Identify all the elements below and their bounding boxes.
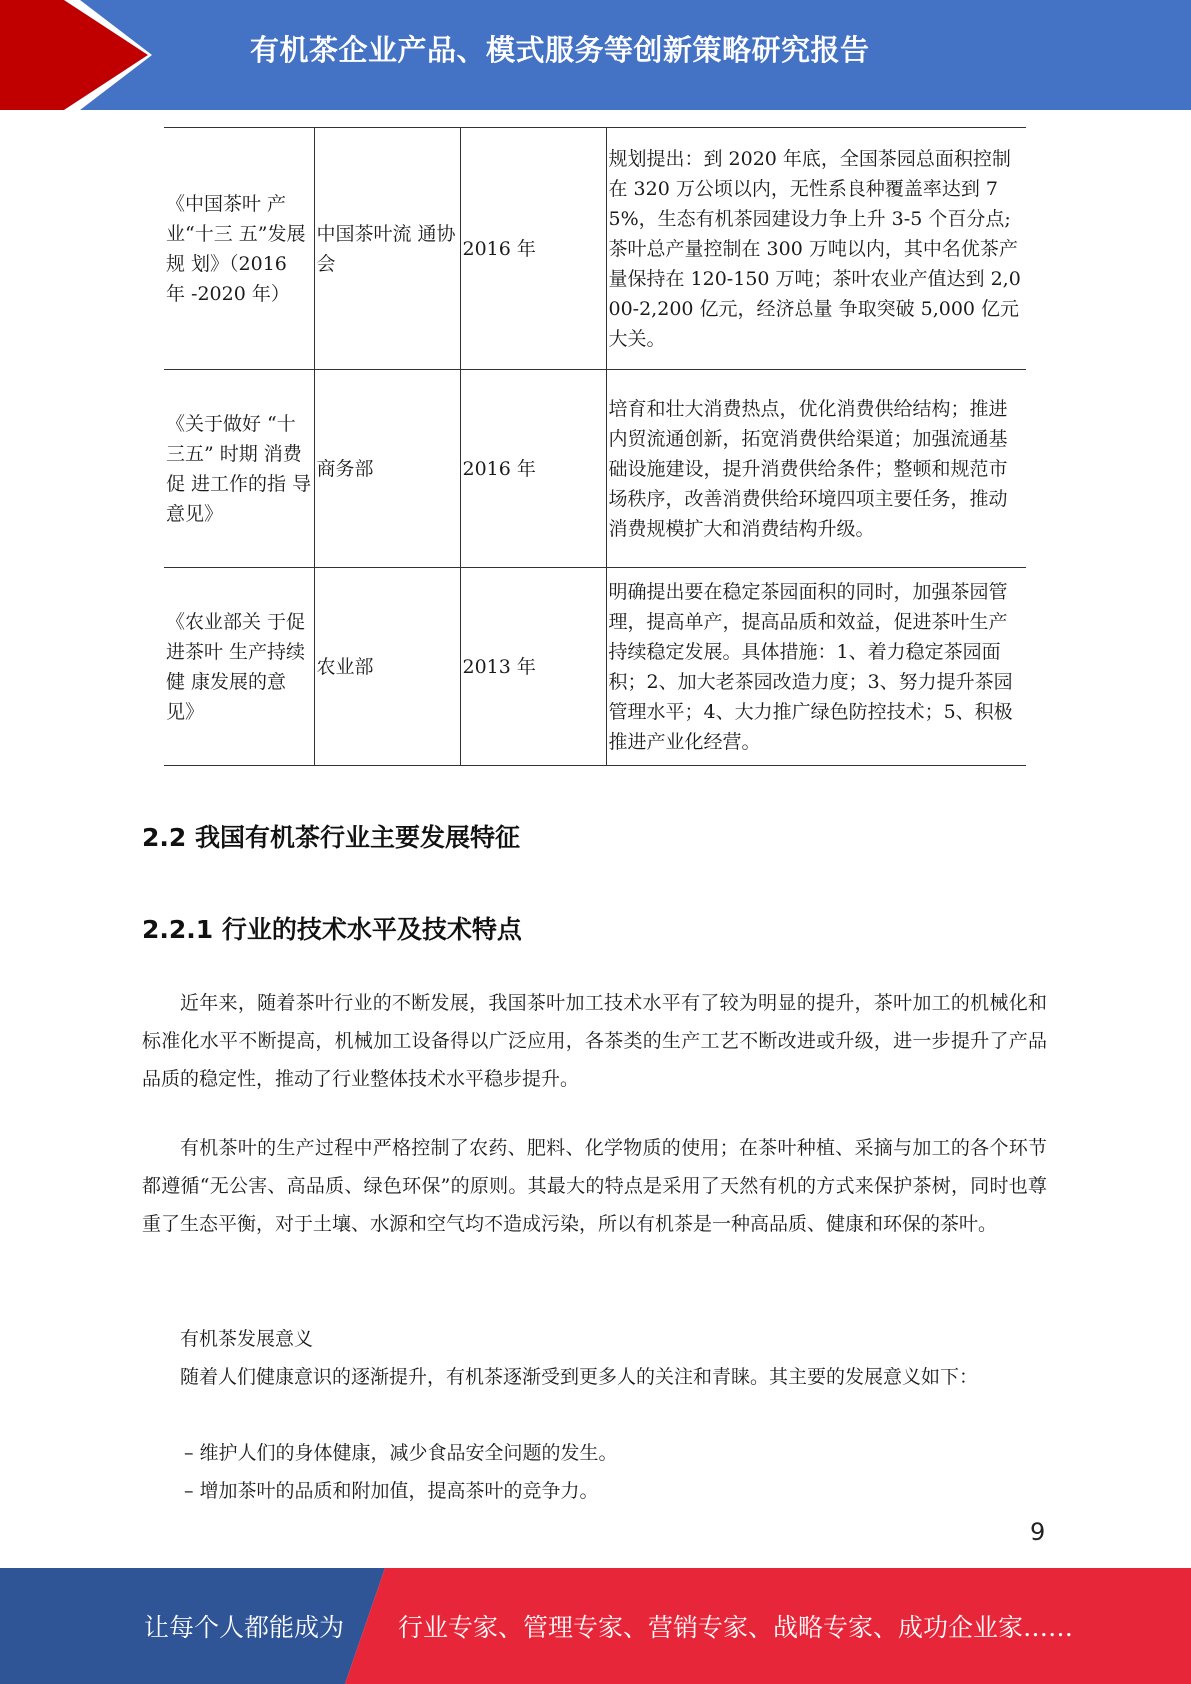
issuer-cell: 中国茶叶流 通协会 xyxy=(314,128,460,370)
paragraph-tech-level: 近年来，随着茶叶行业的不断发展，我国茶叶加工技术水平有了较为明显的提升，茶叶加工的机械化和标准化水平不断提高，机械加工设备得以广泛应用，各茶类的生产工艺不断改进或升级，进一步提升了产品品质的稳定性，推动了行业整体技术水平稳步提升。 xyxy=(142,992,1047,1090)
footer-slogan-right: 行业专家、管理专家、营销专家、战略专家、成功企业家…… xyxy=(398,1613,1074,1642)
policy-table-wrapper xyxy=(164,127,1026,766)
section-heading-2-2: 2.2 我国有机茶行业主要发展特征 xyxy=(142,823,520,852)
section-heading-2-2-1: 2.2.1 行业的技术水平及技术特点 xyxy=(142,915,522,944)
policy-table xyxy=(164,127,1026,766)
issuer-cell: 商务部 xyxy=(314,370,460,568)
paragraph-significance: 随着人们健康意识的逐渐提升，有机茶逐渐受到更多人的关注和青睐。其主要的发展意义如下： xyxy=(180,1366,979,1388)
table-row xyxy=(164,568,1026,766)
list-item: – 增加茶叶的品质和附加值，提高茶叶的竞争力。 xyxy=(184,1480,599,1502)
page-number: 9 xyxy=(1030,1518,1046,1546)
policy-name-cell: 《农业部关 于促进茶叶 生产持续健 康发展的意 见》 xyxy=(164,568,314,766)
content-cell: 明确提出要在稳定茶园面积的同时，加强茶园管理，提高单产，提高品质和效益，促进茶叶生产持续稳定发展。具体措施：1、着力稳定茶园面积；2、加大老茶园改造力度；3、努力提升茶园管理水平；4、大力推广绿色防控技术；5、积极推进产业化经营。 xyxy=(606,568,1026,766)
table-row xyxy=(164,370,1026,568)
table-row xyxy=(164,128,1026,370)
page-footer xyxy=(0,1568,1191,1684)
year-cell: 2016 年 xyxy=(460,370,606,568)
header-arrow-icon xyxy=(0,0,160,110)
subsection-title: 有机茶发展意义 xyxy=(180,1328,314,1350)
content-cell: 培育和壮大消费热点，优化消费供给结构；推进内贸流通创新，拓宽消费供给渠道；加强流通基础设施建设，提升消费供给条件；整顿和规范市场秩序，改善消费供给环境四项主要任务，推动消费规模扩大和消费结构升级。 xyxy=(606,370,1026,568)
content-cell: 规划提出：到 2020 年底，全国茶园总面积控制在 320 万公顷以内，无性系良种覆盖率达到 75%，生态有机茶园建设力争上升 3-5 个百分点;茶叶总产量控制在 300 万吨以内，其中名优茶产量保持在 120-150 万吨；茶叶农业产值达到 2,000-2,200 亿元，经济总量 争取突破 5,000 亿元大关。 xyxy=(606,128,1026,370)
page-header xyxy=(0,0,1191,110)
year-cell: 2013 年 xyxy=(460,568,606,766)
list-item: – 维护人们的身体健康，减少食品安全问题的发生。 xyxy=(184,1442,618,1464)
footer-slogan-left: 让每个人都能成为 xyxy=(144,1613,345,1642)
policy-name-cell: 《关于做好 “十三五” 时期 消费促 进工作的指 导意见》 xyxy=(164,370,314,568)
paragraph-organic-production: 有机茶叶的生产过程中严格控制了农药、肥料、化学物质的使用；在茶叶种植、采摘与加工的各个环节都遵循“无公害、高品质、绿色环保”的原则。其最大的特点是采用了天然有机的方式来保护茶树，同时也尊重了生态平衡，对于土壤、水源和空气均不造成污染，所以有机茶是一种高品质、健康和环保的茶叶。 xyxy=(142,1137,1047,1235)
year-cell: 2016 年 xyxy=(460,128,606,370)
report-title: 有机茶企业产品、模式服务等创新策略研究报告 xyxy=(250,33,870,67)
issuer-cell: 农业部 xyxy=(314,568,460,766)
policy-name-cell: 《中国茶叶 产业“十三 五”发展规 划》（2016 年 -2020 年） xyxy=(164,128,314,370)
